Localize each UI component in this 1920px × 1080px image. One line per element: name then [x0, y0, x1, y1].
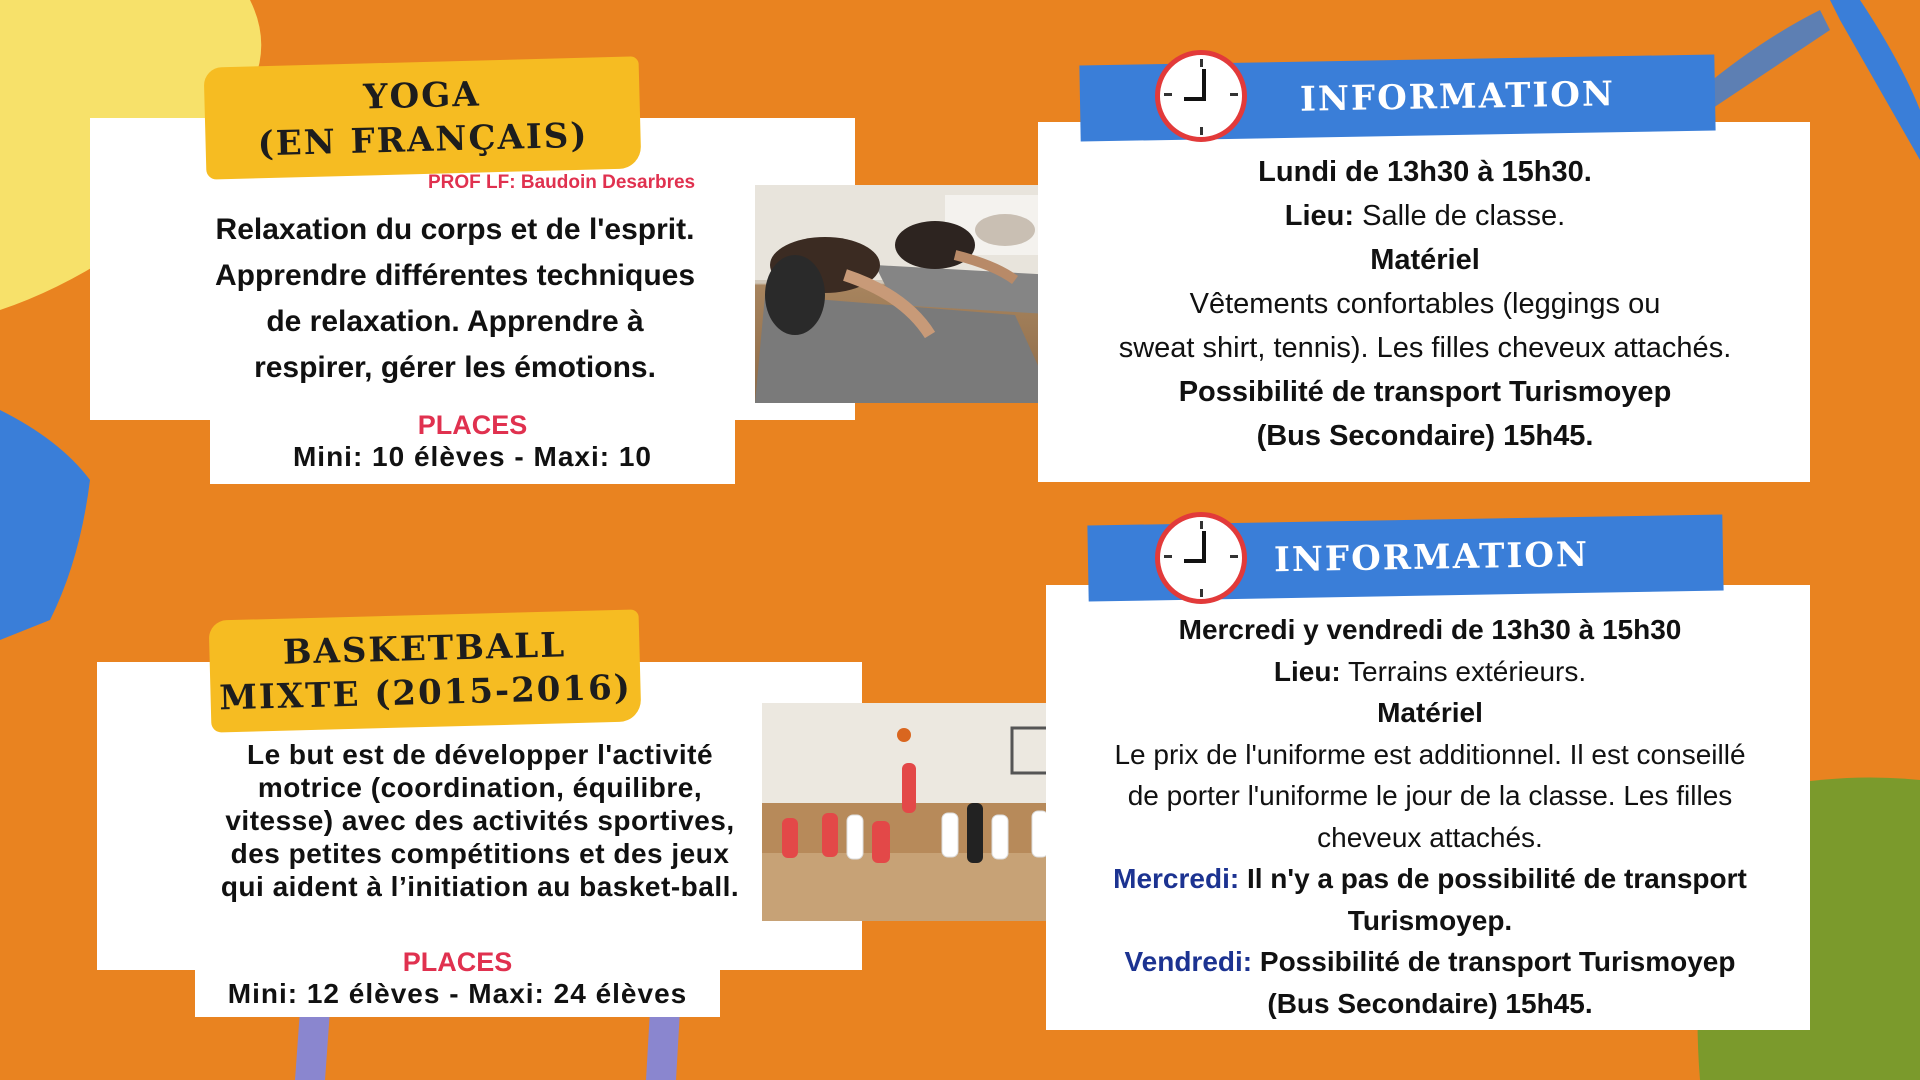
- basket-info-materiel-line: Le prix de l'uniforme est additionnel. Il est conseillé: [1114, 738, 1746, 770]
- yoga-photo-illustration: [755, 185, 1075, 403]
- basket-desc-line: motrice (coordination, équilibre,: [257, 772, 703, 803]
- basket-desc-line: Le but est de développer l'activité: [246, 739, 714, 770]
- yoga-info-transport-line: (Bus Secondaire) 15h45.: [1256, 420, 1594, 452]
- yoga-info-materiel-line: sweat shirt, tennis). Les filles cheveux attachés.: [1118, 332, 1732, 364]
- clock-icon: [1155, 512, 1247, 604]
- basket-info-mercredi-line2: Turismoyep.: [1347, 904, 1513, 936]
- basket-desc-line: des petites compétitions et des jeux: [230, 838, 730, 869]
- yoga-title-line1: YOGA: [362, 74, 482, 118]
- yoga-info-schedule: Lundi de 13h30 à 15h30.: [1258, 156, 1592, 188]
- basket-title-line1: BASKETBALL: [282, 625, 567, 673]
- yoga-info-header-label: INFORMATION: [1299, 74, 1616, 120]
- yoga-title-banner: [204, 56, 642, 179]
- basket-info-header-label: INFORMATION: [1273, 534, 1590, 581]
- basket-desc-line: vitesse) avec des activités sportives,: [225, 805, 735, 836]
- basket-title-line2: MIXTE (2015-2016): [218, 667, 633, 719]
- basket-info-mercredi: [1048, 858, 1812, 900]
- basket-info-vendredi-line2: (Bus Secondaire) 15h45.: [1267, 987, 1593, 1019]
- yoga-info-lieu-value: Salle de classe.: [1354, 200, 1566, 232]
- yoga-info-lieu-label: Lieu:: [1284, 200, 1355, 232]
- purple-stroke-left: [295, 1010, 330, 1080]
- basketball-photo: [762, 703, 1082, 921]
- basket-info-schedule: Mercredi y vendredi de 13h30 à 15h30: [1178, 614, 1682, 645]
- basket-info-vendredi: [1048, 941, 1812, 983]
- yoga-desc-line: respirer, gérer les émotions.: [254, 351, 656, 384]
- basket-info-materiel-line: cheveux attachés.: [1317, 821, 1543, 853]
- yoga-places: [210, 410, 735, 473]
- yoga-prof: PROF LF: Baudoin Desarbres: [428, 172, 696, 193]
- yoga-photo: [755, 185, 1075, 403]
- basket-info-vendredi-label: Vendredi:: [1124, 946, 1253, 977]
- blue-top-right-stroke: [1830, 0, 1920, 160]
- yoga-info-body: [1040, 150, 1810, 458]
- yoga-places-value: Mini: 10 élèves - Maxi: 10: [292, 441, 653, 472]
- basket-info-body: [1048, 609, 1812, 1024]
- yoga-desc-line: de relaxation. Apprendre à: [266, 305, 644, 338]
- basket-places-label: PLACES: [402, 947, 513, 977]
- basket-title-banner: [209, 609, 642, 732]
- basket-desc-line: qui aident à l’initiation au basket-ball.: [220, 871, 740, 902]
- yoga-places-label: PLACES: [417, 410, 528, 440]
- yoga-info-materiel-label: Matériel: [1370, 244, 1480, 276]
- basket-info-lieu-label: Lieu:: [1273, 655, 1341, 687]
- purple-stroke-right: [646, 1010, 680, 1080]
- yoga-title-line2: (EN FRANÇAIS): [257, 115, 589, 165]
- basket-info-materiel-line: de porter l'uniforme le jour de la classe. Les filles: [1127, 780, 1733, 811]
- basket-description: [100, 738, 860, 903]
- basket-info-mercredi-text: Il n'y a pas de possibilité de transport: [1239, 863, 1747, 894]
- basketball-photo-illustration: [762, 703, 1082, 921]
- basket-places-value: Mini: 12 élèves - Maxi: 24 élèves: [227, 978, 688, 1009]
- yoga-info-lieu: [1040, 194, 1810, 238]
- yoga-description: [140, 207, 770, 391]
- yoga-desc-line: Relaxation du corps et de l'esprit.: [215, 213, 695, 246]
- basket-info-materiel-label: Matériel: [1377, 697, 1483, 728]
- yoga-desc-line: Apprendre différentes techniques: [214, 259, 696, 292]
- basket-info-vendredi-text: Possibilité de transport Turismoyep: [1252, 946, 1736, 977]
- blue-left-shape: [0, 410, 90, 640]
- basket-info-lieu: [1048, 651, 1812, 693]
- yoga-info-transport-line: Possibilité de transport Turismoyep: [1178, 376, 1672, 408]
- blue-brush-stroke: [1700, 10, 1830, 110]
- yoga-info-materiel-line: Vêtements confortables (leggings ou: [1189, 288, 1661, 320]
- basket-info-lieu-value: Terrains extérieurs.: [1340, 655, 1587, 687]
- clock-icon: [1155, 50, 1247, 142]
- basket-places: [195, 947, 720, 1010]
- basket-info-mercredi-label: Mercredi:: [1113, 863, 1240, 894]
